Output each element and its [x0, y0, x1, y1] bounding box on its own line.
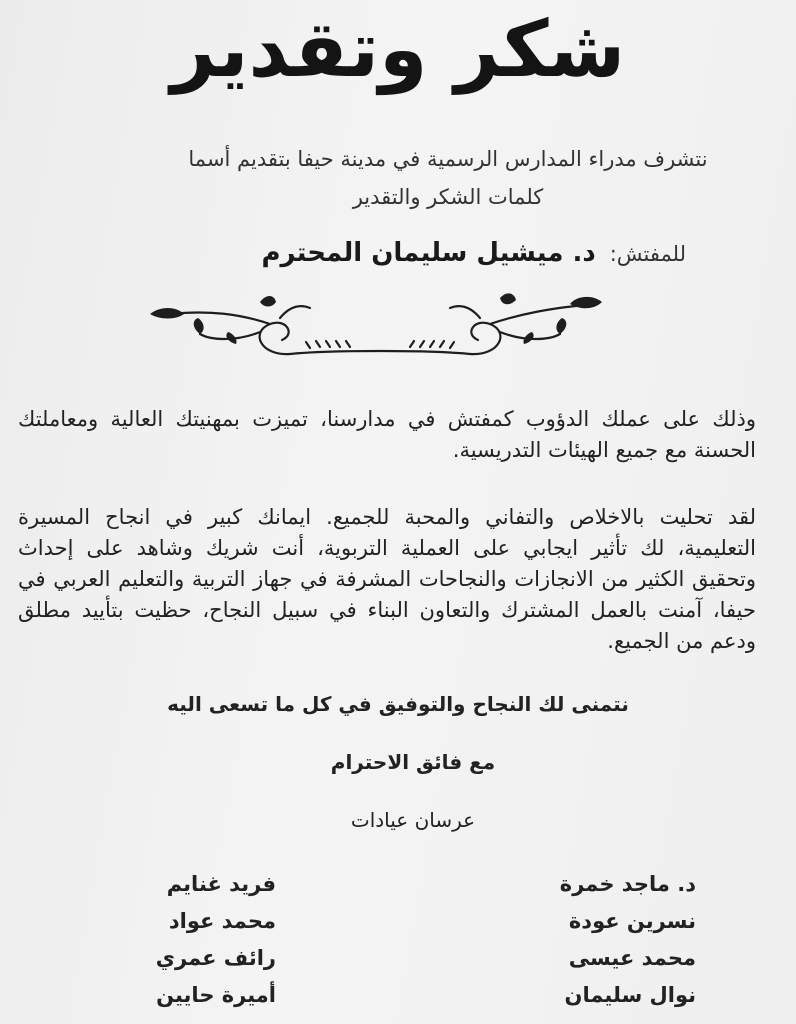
recipient-name: د. ميشيل سليمان المحترم	[261, 238, 596, 268]
sender-name: عرسان عيادات	[350, 808, 476, 832]
signatory-name: نوال سليمان	[564, 983, 696, 1007]
signatories-left	[96, 866, 276, 1014]
signatory-name: رائف عمري	[155, 946, 276, 970]
wish-line: نتمنى لك النجاح والتوفيق في كل ما تسعى اليه	[167, 692, 629, 716]
floral-ornament-icon	[140, 292, 620, 372]
signatory-name: د. ماجد خمرة	[559, 872, 696, 896]
signatory-name: نسرين عودة	[568, 909, 696, 933]
signatory-name: أميرة حايين	[156, 983, 276, 1007]
signatory-name: محمد عيسى	[568, 946, 696, 970]
paragraph-2: لقد تحليت بالاخلاص والتفاني والمحبة للجميع. ايمانك كبير في انجاح المسيرة التعليمية، لك تأثير ايجابي على العملية التربوية، أنت شريك وشاهد على إحداث وتحقيق الكثير من الانجازات والنجاحات المشرفة في جهاز التربية والتعليم العربي في حيفا، آمنت بالعمل المشترك والتعاون البناء في سبيل النجاح، حظيت بتأييد مطلق ودعم من الجميع.	[18, 505, 756, 653]
recipient-prefix: للمفتش:	[609, 242, 686, 266]
page-title: شكر وتقدير	[170, 5, 626, 95]
signatory-name: فريد غنايم	[166, 872, 276, 896]
intro-line-2: كلمات الشكر والتقدير	[352, 185, 544, 209]
signatory-name: محمد عواد	[168, 909, 276, 933]
signatories-right	[560, 866, 696, 1014]
intro-line-1: نتشرف مدراء المدارس الرسمية في مدينة حيفا بتقديم أسما	[188, 147, 708, 171]
paragraph-1: وذلك على عملك الدؤوب كمفتش في مدارسنا، تميزت بمهنيتك العالية ومعاملتك الحسنة مع جميع الهيئات التدريسية.	[18, 407, 756, 462]
regards-line: مع فائق الاحترام	[330, 750, 496, 774]
intro-text	[140, 140, 756, 216]
recipient	[160, 238, 686, 268]
